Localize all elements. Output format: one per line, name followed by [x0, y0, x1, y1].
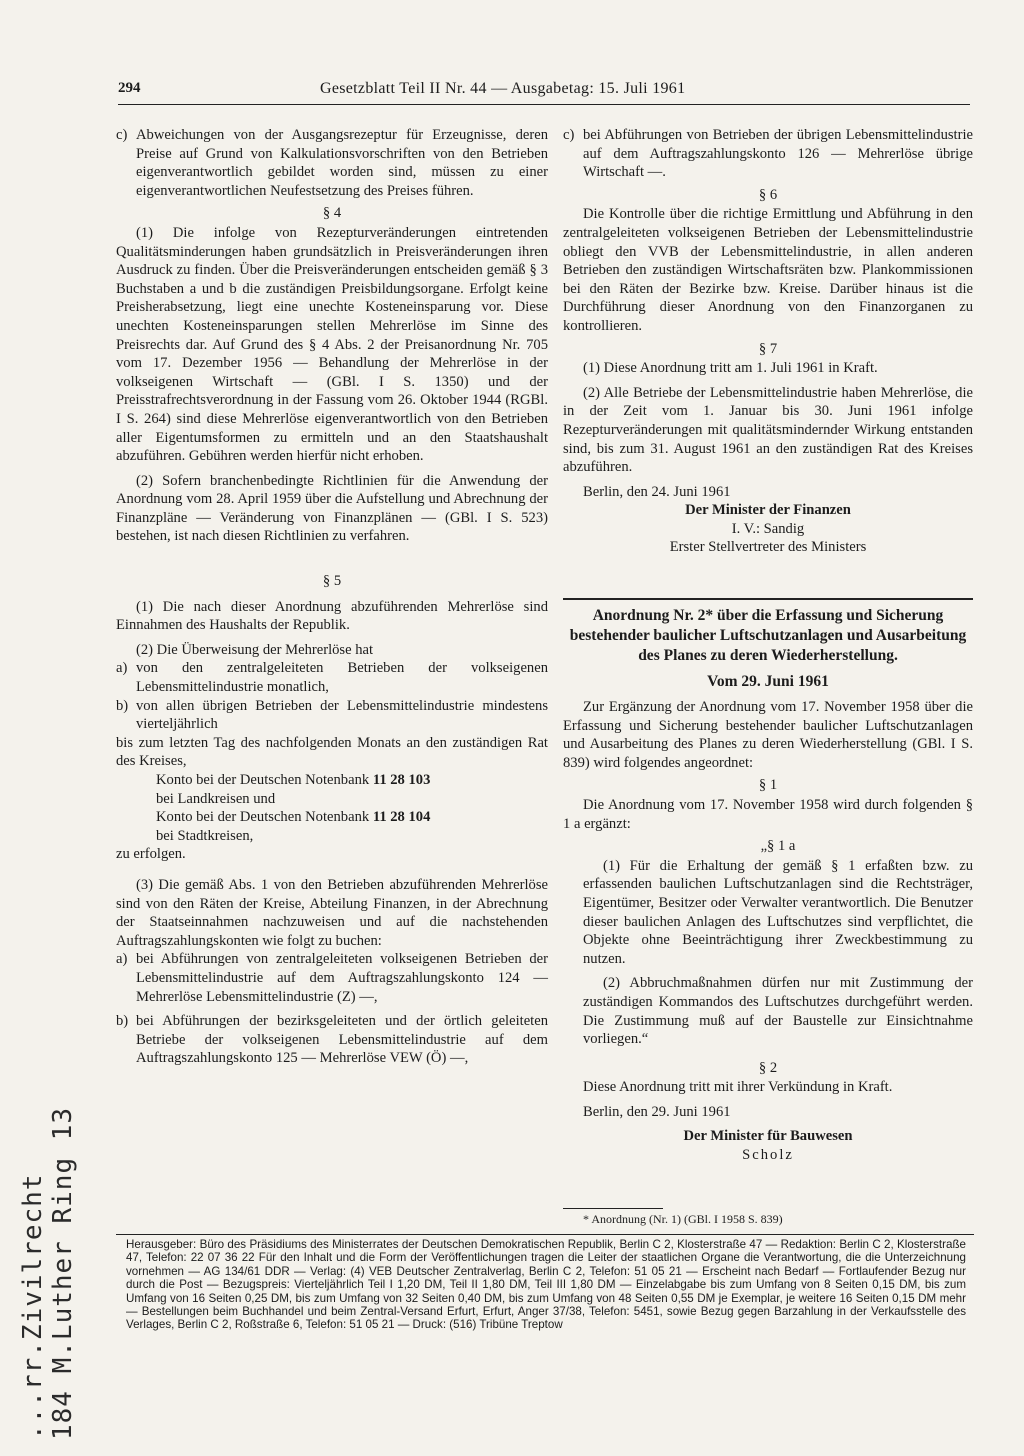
- list-item: [116, 1012, 548, 1068]
- item-label: b): [116, 1013, 129, 1030]
- item-label: c): [116, 127, 128, 143]
- item-text: bei Abführungen der bezirksgeleiteten und der örtlich geleiteten Betriebe der volkseigenen Lebensmittelindustrie auf dem Auftragszahlungskonto 125 — Mehrerlöse VEW (Ö) —,: [136, 1013, 548, 1067]
- signature-organ: Der Minister für Bauwesen: [683, 1128, 853, 1145]
- paragraph: (3) Die gemäß Abs. 1 von den Betrieben abzuführenden Mehrerlöse sind von den Räten der Kreise, Abteilung Finanzen, in der Abrechnung der Staatseinnahmen nachzuweisen und auf die nachstehenden Auftragszahlungskonten wie folgt zu buchen:: [116, 876, 548, 949]
- footnote-rule: [563, 1208, 663, 1209]
- stamp-line: ...rr.Zivilrecht: [18, 1173, 48, 1440]
- left-column: [116, 126, 548, 1068]
- signature-name: I. V.: Sandig: [731, 520, 805, 537]
- header-title: Gesetzblatt Teil II Nr. 44 — Ausgabetag: 15. Juli 1961: [320, 80, 686, 97]
- stamp-line: 184 M.Luther Ring 13: [48, 1106, 78, 1440]
- paragraph: Die Kontrolle über die richtige Ermittlung und Abführung in den zentralgeleiteten volkseigenen Betrieben der Lebensmittelindustrie obliegt den VVB der Lebensmittelindustrie, in allen anderen Betrieben den zuständigen Wirtschaftsräten bzw. Plankommissionen bei den Räten der Bezirke bzw. Kreise. Darüber hinaus ist die Durchführung dieser Anordnung von den Finanzorganen zu kontrollieren.: [563, 206, 973, 334]
- account-text: Konto bei der Deutschen Notenbank: [156, 809, 370, 826]
- right-column: [563, 126, 973, 557]
- account-text: Konto bei der Deutschen Notenbank: [156, 772, 370, 788]
- footnote: * Anordnung (Nr. 1) (GBl. I 1958 S. 839): [583, 1212, 783, 1226]
- paragraph: Zur Ergänzung der Anordnung vom 17. November 1958 über die Erfassung und Sicherung bestehender baulicher Luftschutzanlagen und Ausarbeitung des Planes zu deren Wiederherstellung (GBl. I S. 839) wird folgendes angeordnet:: [563, 699, 973, 771]
- section-divider: [563, 598, 973, 600]
- list-item: [116, 659, 548, 696]
- paragraph: (2) Alle Betriebe der Lebensmittelindustrie haben Mehrerlöse, die in der Zeit vom 1. Januar bis 30. Juni 1961 infolge Rezepturveränderungen mit qualitätsmindernder Wirkung entstanden sind, bis zum 31. August 1961 an den zuständigen Rat des Kreises abzuführen.: [563, 384, 973, 476]
- account-scope: bei Stadtkreisen,: [156, 827, 254, 844]
- place-date: Berlin, den 29. Juni 1961: [583, 1103, 731, 1120]
- account-scope: bei Landkreisen und: [156, 790, 276, 807]
- section-heading: § 1: [758, 777, 778, 794]
- paragraph: (2) Die Überweisung der Mehrerlöse hat: [136, 641, 374, 658]
- ordinance-block: [563, 606, 973, 1165]
- section-heading: § 7: [758, 340, 778, 357]
- paragraph: (2) Sofern branchenbedingte Richtlinien für die Anwendung der Anordnung vom 28. April 1959 über die Aufstellung und Abrechnung der Finanzpläne — Veränderung von Finanzplänen — (GBl. I S. 523) bestehen, ist nach diesen Richtlinien zu verfahren.: [116, 472, 548, 545]
- item-label: a): [116, 660, 128, 677]
- signature-organ: Der Minister der Finanzen: [685, 502, 851, 519]
- paragraph: (1) Diese Anordnung tritt am 1. Juli 1961 in Kraft.: [583, 360, 878, 377]
- paragraph: zu erfolgen.: [116, 846, 186, 863]
- quoted-amendment: [563, 837, 973, 1049]
- paragraph: (1) Die infolge von Rezepturveränderungen eintretenden Qualitätsminderungen haben grundsätzlich in Preisveränderungen ihren Ausdruck zu finden. Über die Preisveränderungen entscheiden gemäß § 3 Buchstaben a und b die zuständigen Preisbildungsorgane. Erfolgt keine Preisherabsetzung, liegt eine unechte Kosteneinsparung vor. Diese unechten Kosteneinsparungen stellen Mehrerlöse im Sinne des Preisrechts dar. Auf Grund des § 4 Abs. 2 der Preisanordnung Nr. 705 vom 17. Dezember 1956 — Behandlung der Mehrerlöse in der volkseigenen Wirtschaft — (GBl. I S. 1350) und der Preisstrafrechtsverordnung in der Fassung vom 26. Oktober 1944 (RGBl. I S. 264) sind diese Mehrerlöse eigenverantwortlich von den Betrieben aller Eigentumsformen zu ermitteln und an den Staatshaushalt abzuführen. Gebühren werden hierfür nicht erhoben.: [116, 224, 548, 465]
- paragraph: (1) Die nach dieser Anordnung abzuführenden Mehrerlöse sind Einnahmen des Haushalts der Republik.: [116, 598, 548, 634]
- page-number: 294: [118, 80, 141, 96]
- item-label: c): [563, 127, 575, 143]
- paragraph: bis zum letzten Tag des nachfolgenden Monats an den zuständigen Rat des Kreises,: [116, 734, 548, 770]
- signature-role: Erster Stellvertreter des Ministers: [669, 539, 867, 556]
- item-label: b): [116, 697, 129, 714]
- place-date: Berlin, den 24. Juni 1961: [583, 483, 731, 500]
- section-heading: § 4: [322, 205, 342, 222]
- account-line: [116, 771, 548, 790]
- imprint: Herausgeber: Büro des Präsidiums des Ministerrates der Deutschen Demokratischen Republik, Berlin C 2, Klosterstraße 47 — Redaktion: Berlin C 2, Klosterstraße 47, Telefon: 22 07 36 22 Für den Inhalt und die Form der Veröffentlichungen tragen die Leiter der staatlichen Organe die Verantwortung, die die Unterzeichnung vornehmen — AG 134/61 DDR — Verlag: (4) VEB Deutscher Zentralverlag, Berlin C 2, Telefon: 51 05 21 — Erscheint nach Bedarf — Fortlaufender Bezug nur durch die Post — Bezugspreis: Vierteljährlich Teil I 1,20 DM, Teil II 1,80 DM, Teil III 1,80 DM — Einzelabgabe bis zum Umfang von 8 Seiten 0,15 DM, bis zum Umfang von 16 Seiten 0,25 DM, bis zum Umfang von 32 Seiten 0,40 DM, bis zum Umfang von 48 Seiten 0,55 DM je Exemplar, je weitere 16 Seiten 0,15 DM mehr — Bestellungen beim Buchhandel und beim Zentral-Versand Erfurt, Erfurt, Anger 37/38, Telefon: 5451, sowie Bezug gegen Barzahlung in der Verkaufsstelle des Verlages, Berlin C 2, Roßstraße 6, Telefon: 51 05 21 — Druck: (516) Tribüne Treptow: [126, 1238, 966, 1332]
- paragraph: Diese Anordnung tritt mit ihrer Verkündung in Kraft.: [583, 1079, 893, 1096]
- section-heading: § 5: [322, 573, 342, 590]
- section-heading: § 6: [758, 186, 778, 203]
- item-text: von den zentralgeleiteten Betrieben der volkseigenen Lebensmittelindustrie monatlich,: [136, 660, 548, 696]
- item-text: von allen übrigen Betrieben der Lebensmittelindustrie mindestens vierteljährlich: [136, 697, 548, 733]
- list-item: [563, 126, 973, 182]
- item-text: bei Abführungen von zentralgeleiteten volkseigenen Betrieben der Lebensmittelindustrie auf dem Auftragszahlungskonto 124 — Mehrerlöse Lebensmittelindustrie (Z) —,: [136, 951, 548, 1005]
- list-item: [116, 697, 548, 734]
- page-header: [118, 80, 970, 102]
- section-heading: § 2: [758, 1059, 778, 1076]
- list-item: [116, 950, 548, 1006]
- paragraph: (1) Für die Erhaltung der gemäß § 1 erfaßten bzw. zu erfassenden baulichen Luftschutzanlagen sind die Rechtsträger, Eigentümer, Besitzer oder Verwalter verantwortlich. Die Benutzer dieser baulichen Anlagen des Luftschutzes sind verpflichtet, die Objekte ohne Beeinträchtigung ihrer Zweckbestimmung zu nutzen.: [583, 857, 973, 967]
- ordinance-date: Vom 29. Juni 1961: [707, 673, 829, 690]
- account-line: [116, 808, 548, 827]
- paragraph: (2) Abbruchmaßnahmen dürfen nur mit Zustimmung der zuständigen Kommandos des Luftschutzes durchgeführt werden. Die Zustimmung muß auf der Baustelle zur Einsichtnahme vorliegen.“: [583, 975, 973, 1048]
- paragraph: Die Anordnung vom 17. November 1958 wird durch folgenden § 1 a ergänzt:: [563, 796, 973, 832]
- header-rule: [118, 104, 970, 105]
- item-text: bei Abführungen von Betrieben der übrigen Lebensmittelindustrie auf dem Auftragszahlungskonto 126 — Mehrerlöse übrige Wirtschaft —.: [583, 127, 973, 181]
- list-item: [116, 126, 548, 200]
- imprint-rule: [116, 1234, 974, 1235]
- account-number: 11 28 103: [372, 772, 431, 788]
- account-number: 11 28 104: [372, 809, 431, 826]
- item-label: a): [116, 951, 128, 968]
- section-heading: „§ 1 a: [760, 838, 796, 855]
- signature-name: Scholz: [742, 1147, 794, 1164]
- item-text: Abweichungen von der Ausgangsrezeptur für Erzeugnisse, deren Preise auf Grund von Kalkulationsvorschriften von den Betrieben eigenverantwortlich gebildet worden sind, müssen zu einer eigenverantwortlichen Neufestsetzung des Preises führen.: [136, 127, 548, 199]
- ordinance-title: Anordnung Nr. 2* über die Erfassung und Sicherung bestehender baulicher Luftschutzanlagen und Ausarbeitung des Planes zu deren Wiederherstellung.: [569, 607, 967, 664]
